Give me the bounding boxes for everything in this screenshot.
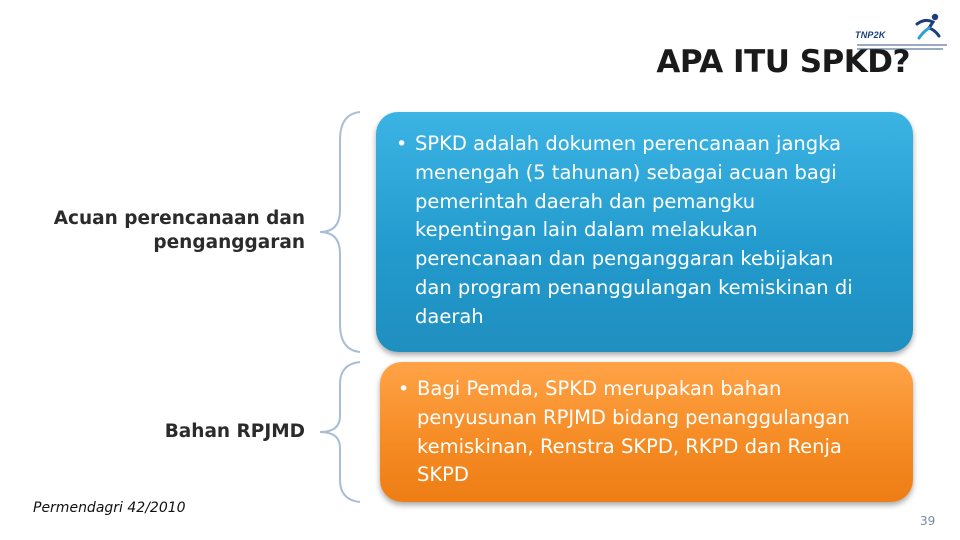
left-label-acuan: Acuan perencanaan dan penganggaran [53,208,305,253]
rpjmd-text: Bagi Pemda, SPKD merupakan bahan penyusunan RPJMD bidang penanggulangan kemiskinan, Renstra SKPD, RKPD dan Renja SKPD [417,377,850,487]
bullet-dot: • [398,378,410,400]
source-citation: Permendagri 42/2010 [33,500,186,516]
bullet-item [398,375,895,490]
logo-text: TNP2K [855,30,886,40]
runner-logo-icon [895,12,945,42]
curly-brace-bottom [318,360,364,504]
page-number: 39 [920,514,936,528]
rpjmd-box [380,362,913,502]
definition-box [376,112,913,352]
left-label-rpjmd: Bahan RPJMD [164,421,305,442]
definition-text: SPKD adalah dokumen perencanaan jangka menengah (5 tahunan) sebagai acuan bagi pemerintah daerah dan pemangku kepentingan lain dalam melakukan perencanaan dan penganggaran kebijakan dan program penanggulangan kemiskinan di daerah [415,132,853,328]
bullet-dot: • [396,133,408,155]
curly-brace-top [318,110,364,354]
slide-title: APA ITU SPKD? [656,44,910,80]
bullet-item [396,130,893,332]
